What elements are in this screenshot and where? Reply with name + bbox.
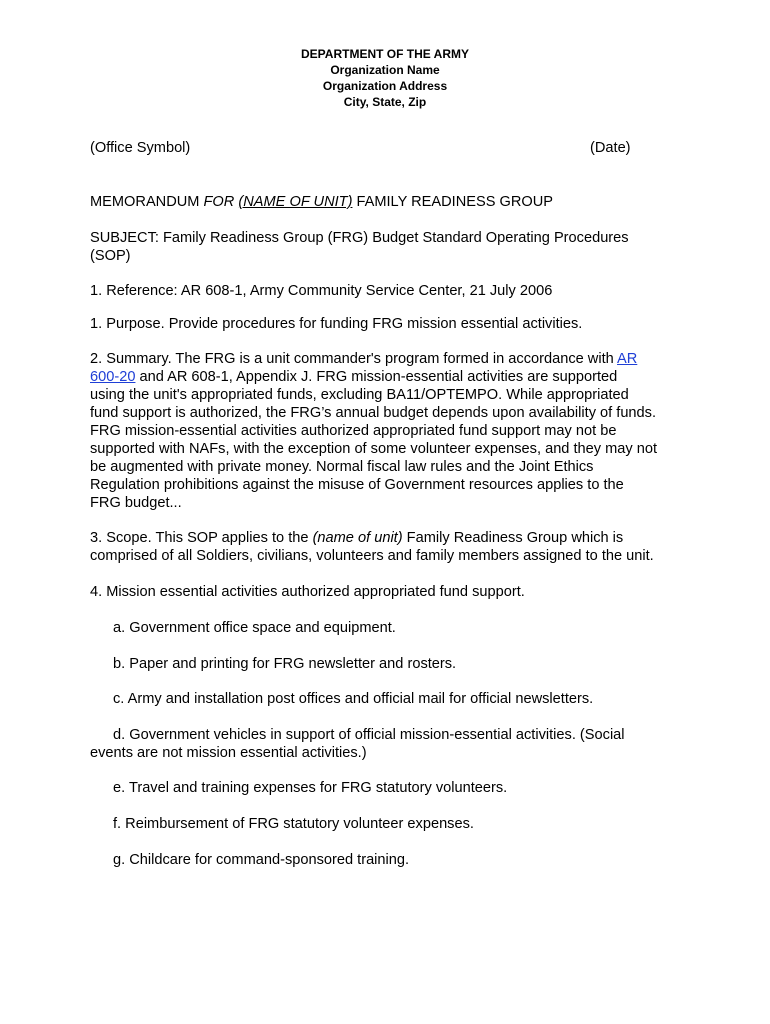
mission-item-c-text: c. Army and installation post offices and official mail for official newsletters. <box>113 691 594 707</box>
memo-unit-name: (NAME OF UNIT) <box>238 194 353 210</box>
mission-item-e <box>90 779 690 797</box>
summary-line-4: fund support is authorized, the FRG’s annual budget depends upon availability of funds. <box>90 405 657 421</box>
memo-for-prefix: MEMORANDUM <box>90 194 204 210</box>
mission-item-d-line-2: events are not mission essential activities.) <box>90 745 367 761</box>
scope-paragraph <box>90 529 690 565</box>
summary-paragraph <box>90 350 690 512</box>
ar-600-20-link-part-2[interactable]: 600-20 <box>90 369 136 385</box>
memo-for-suffix: FAMILY READINESS GROUP <box>352 194 554 210</box>
mission-item-c <box>90 690 690 708</box>
subject <box>90 229 690 265</box>
scope-line-1-pre: 3. Scope. This SOP applies to the <box>90 530 313 546</box>
scope-line-1-post: Family Readiness Group which is <box>402 530 624 546</box>
letterhead-department: DEPARTMENT OF THE ARMY <box>301 47 469 61</box>
mission-item-d-line-1: d. Government vehicles in support of official mission-essential activities. (Social <box>113 727 625 743</box>
mission-heading-text: 4. Mission essential activities authorized appropriated fund support. <box>90 584 525 600</box>
summary-line-5: FRG mission-essential activities authorized appropriated fund support may not be <box>90 423 617 439</box>
subject-line-2: (SOP) <box>90 248 131 264</box>
mission-item-b <box>90 655 690 673</box>
memo-date: (Date) <box>590 140 631 156</box>
subject-line-1: SUBJECT: Family Readiness Group (FRG) Budget Standard Operating Procedures <box>90 230 629 246</box>
reference-text: 1. Reference: AR 608-1, Army Community Service Center, 21 July 2006 <box>90 283 553 299</box>
purpose-paragraph <box>90 315 690 333</box>
mission-item-a <box>90 619 690 637</box>
letterhead-city-state-zip: City, State, Zip <box>343 95 427 109</box>
mission-item-e-text: e. Travel and training expenses for FRG statutory volunteers. <box>113 780 508 796</box>
letterhead-organization-address: Organization Address <box>322 79 448 93</box>
letterhead-organization-name: Organization Name <box>330 63 440 77</box>
mission-item-g-text: g. Childcare for command-sponsored training. <box>113 852 410 868</box>
mission-item-d <box>90 726 690 762</box>
scope-line-2: comprised of all Soldiers, civilians, volunteers and family members assigned to the unit. <box>90 548 654 564</box>
summary-line-2: and AR 608-1, Appendix J. FRG mission-essential activities are supported <box>135 369 618 385</box>
summary-line-3: using the unit's appropriated funds, excluding BA11/OPTEMPO. While appropriated <box>90 387 629 403</box>
memo-for-word: FOR <box>203 194 239 210</box>
mission-item-b-text: b. Paper and printing for FRG newsletter and rosters. <box>113 656 457 672</box>
ar-600-20-link-part-1[interactable]: AR <box>617 351 638 367</box>
summary-line-1: 2. Summary. The FRG is a unit commander's program formed in accordance with <box>90 351 618 367</box>
summary-line-7: be augmented with private money. Normal fiscal law rules and the Joint Ethics <box>90 459 594 475</box>
purpose-text: 1. Purpose. Provide procedures for funding FRG mission essential activities. <box>90 316 583 332</box>
summary-line-8: Regulation prohibitions against the misuse of Government resources applies to the <box>90 477 624 493</box>
summary-line-6: supported with NAFs, with the exception of some volunteer expenses, and they may not <box>90 441 658 457</box>
mission-item-a-text: a. Government office space and equipment. <box>113 620 396 636</box>
scope-unit-name: (name of unit) <box>312 530 403 546</box>
memorandum-for <box>90 193 690 211</box>
mission-item-g <box>90 851 690 869</box>
reference-paragraph <box>90 282 690 300</box>
summary-line-9: FRG budget... <box>90 495 182 511</box>
office-symbol-row <box>90 139 690 157</box>
mission-item-f-text: f. Reimbursement of FRG statutory volunteer expenses. <box>113 816 474 832</box>
mission-heading <box>90 583 690 601</box>
letterhead <box>0 46 770 110</box>
mission-item-f <box>90 815 690 833</box>
office-symbol: (Office Symbol) <box>90 140 191 156</box>
